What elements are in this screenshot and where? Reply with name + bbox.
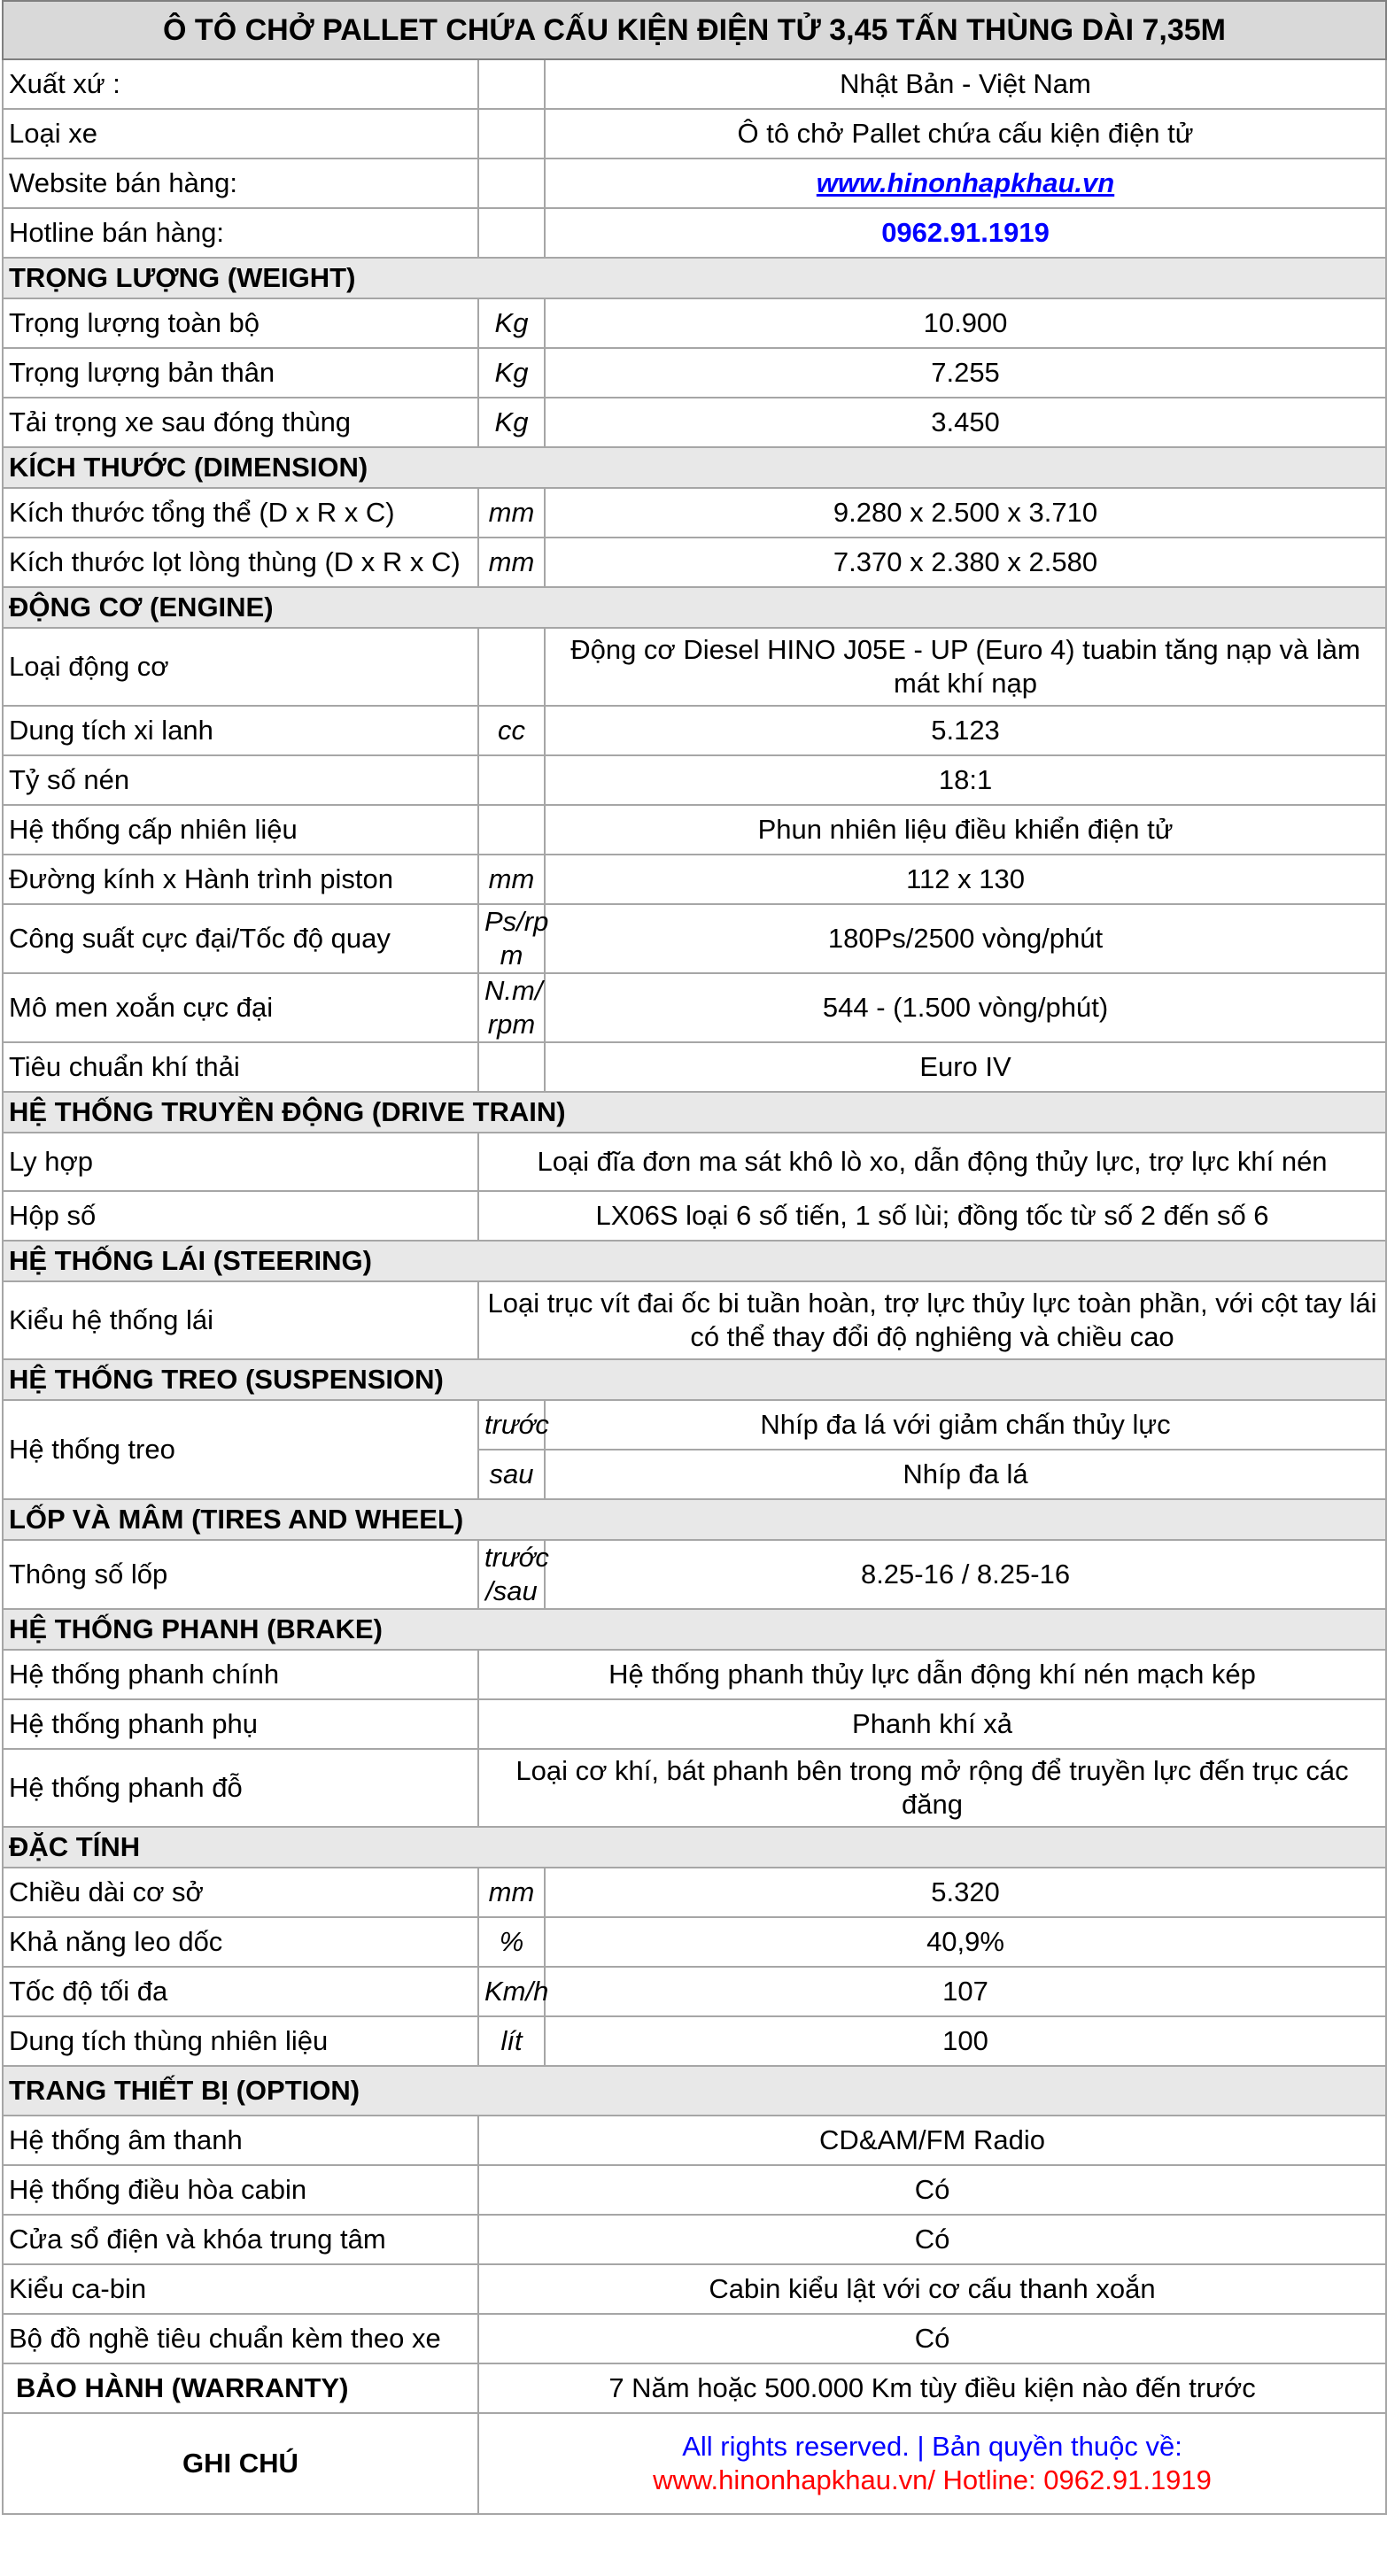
page-title: Ô TÔ CHỞ PALLET CHỨA CẤU KIỆN ĐIỆN TỬ 3,45 TẤN THÙNG DÀI 7,35M [3, 1, 1386, 59]
title-row [3, 1, 1386, 59]
row-value: 544 - (1.500 vòng/phút) [545, 973, 1386, 1042]
row-value: 5.320 [545, 1868, 1386, 1917]
row-value: Nhíp đa lá với giảm chấn thủy lực [545, 1400, 1386, 1450]
table-row [3, 755, 1386, 805]
row-label: Thông số lốp [3, 1540, 478, 1609]
table-row [3, 348, 1386, 398]
table-row [3, 109, 1386, 159]
section-header [3, 1092, 1386, 1133]
row-unit [478, 59, 545, 109]
row-unit: Km/h [478, 1967, 545, 2016]
row-label: Đường kính x Hành trình piston [3, 855, 478, 904]
table-row [3, 1650, 1386, 1699]
row-value: Loại trục vít đai ốc bi tuần hoàn, trợ lực thủy lực toàn phần, với cột tay lái có thể thay đổi độ nghiêng và chiều cao [478, 1281, 1386, 1359]
row-value: 10.900 [545, 298, 1386, 348]
row-label: Tốc độ tối đa [3, 1967, 478, 2016]
row-label: Hệ thống phanh đỗ [3, 1749, 478, 1827]
row-value: 107 [545, 1967, 1386, 2016]
row-unit [478, 109, 545, 159]
row-unit [478, 208, 545, 258]
hotline-cell [545, 208, 1386, 258]
table-row [3, 2264, 1386, 2314]
warranty-label: BẢO HÀNH (WARRANTY) [3, 2363, 478, 2413]
row-unit: mm [478, 538, 545, 587]
table-row [3, 628, 1386, 706]
section-header [3, 1609, 1386, 1650]
row-label: Cửa sổ điện và khóa trung tâm [3, 2215, 478, 2264]
table-row [3, 855, 1386, 904]
row-unit [478, 159, 545, 208]
table-row [3, 1917, 1386, 1967]
row-value: Có [478, 2165, 1386, 2215]
section-title-weight: TRỌNG LƯỢNG (WEIGHT) [3, 258, 1386, 298]
table-row [3, 1133, 1386, 1191]
row-value: 9.280 x 2.500 x 3.710 [545, 488, 1386, 538]
row-label: Kiểu ca-bin [3, 2264, 478, 2314]
section-title-options: TRANG THIẾT BỊ (OPTION) [3, 2066, 1386, 2116]
table-row [3, 1967, 1386, 2016]
row-value: Loại đĩa đơn ma sát khô lò xo, dẫn động thủy lực, trợ lực khí nén [478, 1133, 1386, 1191]
payload-value: 3.450 [545, 398, 1386, 447]
row-value: 7.255 [545, 348, 1386, 398]
row-label: Kích thước lọt lòng thùng (D x R x C) [3, 538, 478, 587]
row-value: Có [478, 2314, 1386, 2363]
hotline-number: 0962.91.1919 [881, 217, 1050, 248]
row-label: Website bán hàng: [3, 159, 478, 208]
row-label: Trọng lượng bản thân [3, 348, 478, 398]
section-header [3, 1241, 1386, 1281]
spec-table [2, 0, 1387, 2515]
row-label: Dung tích thùng nhiên liệu [3, 2016, 478, 2066]
table-row [3, 1400, 1386, 1450]
section-title-engine: ĐỘNG CƠ (ENGINE) [3, 587, 1386, 628]
row-label: Ly hợp [3, 1133, 478, 1191]
row-unit: trước /sau [478, 1540, 545, 1609]
row-unit [478, 755, 545, 805]
row-value: Nhíp đa lá [545, 1450, 1386, 1499]
table-row [3, 1042, 1386, 1092]
row-label: Hệ thống phanh phụ [3, 1699, 478, 1749]
website-link[interactable]: www.hinonhapkhau.vn [816, 167, 1115, 198]
row-value: Phun nhiên liệu điều khiển điện tử [545, 805, 1386, 855]
row-label: Hệ thống điều hòa cabin [3, 2165, 478, 2215]
row-value: 5.123 [545, 706, 1386, 755]
row-value: 18:1 [545, 755, 1386, 805]
table-row [3, 1281, 1386, 1359]
row-label: Hệ thống treo [3, 1400, 478, 1499]
row-unit: mm [478, 1868, 545, 1917]
row-unit: trước [478, 1400, 545, 1450]
section-title-suspension: HỆ THỐNG TREO (SUSPENSION) [3, 1359, 1386, 1400]
row-value: Phanh khí xả [478, 1699, 1386, 1749]
row-value: 8.25-16 / 8.25-16 [545, 1540, 1386, 1609]
row-value: 180Ps/2500 vòng/phút [545, 904, 1386, 973]
row-label: Kiểu hệ thống lái [3, 1281, 478, 1359]
row-label: Hệ thống âm thanh [3, 2116, 478, 2165]
table-row [3, 59, 1386, 109]
row-unit: Kg [478, 398, 545, 447]
cargo-dimension-value: 7.370 x 2.380 x 2.580 [545, 538, 1386, 587]
table-row [3, 2116, 1386, 2165]
row-label: Tải trọng xe sau đóng thùng [3, 398, 478, 447]
row-label: Hệ thống phanh chính [3, 1650, 478, 1699]
table-row [3, 1868, 1386, 1917]
row-label: Trọng lượng toàn bộ [3, 298, 478, 348]
row-label: Tiêu chuẩn khí thải [3, 1042, 478, 1092]
table-row [3, 1540, 1386, 1609]
section-header [3, 258, 1386, 298]
row-value: 112 x 130 [545, 855, 1386, 904]
table-row [3, 2215, 1386, 2264]
table-row [3, 1749, 1386, 1827]
table-row [3, 208, 1386, 258]
row-unit: mm [478, 855, 545, 904]
note-content [478, 2413, 1386, 2514]
row-value: Loại cơ khí, bát phanh bên trong mở rộng để truyền lực đến trục các đăng [478, 1749, 1386, 1827]
section-header [3, 447, 1386, 488]
row-unit: lít [478, 2016, 545, 2066]
row-value: Động cơ Diesel HINO J05E - UP (Euro 4) tuabin tăng nạp và làm mát khí nạp [545, 628, 1386, 706]
section-header [3, 587, 1386, 628]
section-header [3, 2066, 1386, 2116]
row-unit: Ps/rp m [478, 904, 545, 973]
table-row [3, 538, 1386, 587]
row-label: Tỷ số nén [3, 755, 478, 805]
note-row [3, 2413, 1386, 2514]
table-row [3, 298, 1386, 348]
section-title-tires: LỐP VÀ MÂM (TIRES AND WHEEL) [3, 1499, 1386, 1540]
row-label: Xuất xứ : [3, 59, 478, 109]
row-unit: Kg [478, 348, 545, 398]
row-value: Nhật Bản - Việt Nam [545, 59, 1386, 109]
table-row [3, 2314, 1386, 2363]
row-unit [478, 805, 545, 855]
website-cell [545, 159, 1386, 208]
table-row [3, 805, 1386, 855]
section-title-dimension: KÍCH THƯỚC (DIMENSION) [3, 447, 1386, 488]
note-label: GHI CHÚ [3, 2413, 478, 2514]
row-label: Hộp số [3, 1191, 478, 1241]
section-header [3, 1359, 1386, 1400]
row-label: Kích thước tổng thể (D x R x C) [3, 488, 478, 538]
table-row [3, 159, 1386, 208]
row-unit: Kg [478, 298, 545, 348]
section-header [3, 1499, 1386, 1540]
row-unit: sau [478, 1450, 545, 1499]
row-value: Có [478, 2215, 1386, 2264]
row-value: LX06S loại 6 số tiến, 1 số lùi; đồng tốc từ số 2 đến số 6 [478, 1191, 1386, 1241]
section-title-drivetrain: HỆ THỐNG TRUYỀN ĐỘNG (DRIVE TRAIN) [3, 1092, 1386, 1133]
row-unit: N.m/ rpm [478, 973, 545, 1042]
row-label: Hotline bán hàng: [3, 208, 478, 258]
row-label: Loại động cơ [3, 628, 478, 706]
table-row [3, 973, 1386, 1042]
table-row [3, 398, 1386, 447]
row-value: CD&AM/FM Radio [478, 2116, 1386, 2165]
row-value: Hệ thống phanh thủy lực dẫn động khí nén mạch kép [478, 1650, 1386, 1699]
table-row [3, 1699, 1386, 1749]
row-label: Hệ thống cấp nhiên liệu [3, 805, 478, 855]
table-row [3, 706, 1386, 755]
row-value: 100 [545, 2016, 1386, 2066]
table-row [3, 488, 1386, 538]
section-title-features: ĐẶC TÍNH [3, 1827, 1386, 1868]
table-row [3, 904, 1386, 973]
row-unit [478, 628, 545, 706]
row-label: Công suất cực đại/Tốc độ quay [3, 904, 478, 973]
copyright-text: All rights reserved. | Bản quyền thuộc về: [682, 2431, 1182, 2462]
row-unit: % [478, 1917, 545, 1967]
section-title-brake: HỆ THỐNG PHANH (BRAKE) [3, 1609, 1386, 1650]
row-value: 40,9% [545, 1917, 1386, 1967]
row-label: Bộ đồ nghề tiêu chuẩn kèm theo xe [3, 2314, 478, 2363]
row-unit [478, 1042, 545, 1092]
row-unit: cc [478, 706, 545, 755]
row-label: Loại xe [3, 109, 478, 159]
row-value: Euro IV [545, 1042, 1386, 1092]
warranty-value: 7 Năm hoặc 500.000 Km tùy điều kiện nào đến trước [478, 2363, 1386, 2413]
row-value: Cabin kiểu lật với cơ cấu thanh xoắn [478, 2264, 1386, 2314]
section-title-steering: HỆ THỐNG LÁI (STEERING) [3, 1241, 1386, 1281]
table-row [3, 2016, 1386, 2066]
warranty-row [3, 2363, 1386, 2413]
row-label: Dung tích xi lanh [3, 706, 478, 755]
section-header [3, 1827, 1386, 1868]
row-label: Mô men xoắn cực đại [3, 973, 478, 1042]
table-row [3, 1191, 1386, 1241]
row-label: Chiều dài cơ sở [3, 1868, 478, 1917]
contact-link[interactable]: www.hinonhapkhau.vn/ Hotline: 0962.91.1919 [653, 2464, 1212, 2495]
row-unit: mm [478, 488, 545, 538]
row-label: Khả năng leo dốc [3, 1917, 478, 1967]
table-row [3, 2165, 1386, 2215]
row-value: Ô tô chở Pallet chứa cấu kiện điện tử [545, 109, 1386, 159]
